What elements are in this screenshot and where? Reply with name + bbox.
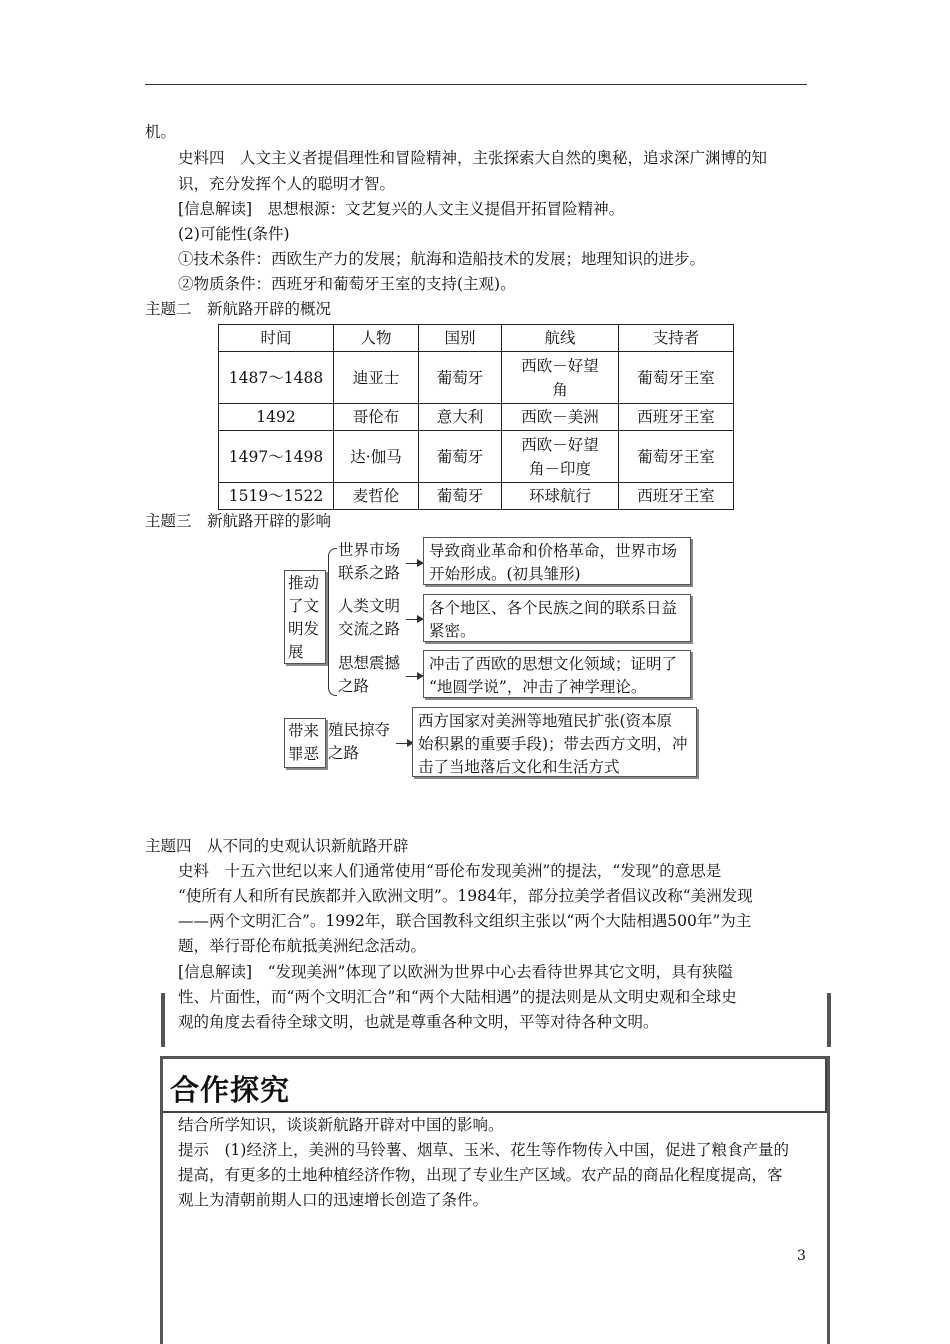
arrow-icon	[406, 676, 422, 677]
source5-line1: 史料 十五六世纪以来人们通常使用“哥伦布发现美洲”的提法，“发现”的意思是	[178, 862, 722, 880]
branch-label-thought	[338, 652, 400, 698]
branch-desc-line1: 导致商业革命和价格革命，世界市场	[429, 542, 678, 560]
coop-hint-line1: 提示 (1)经济上，美洲的马铃薯、烟草、玉米、花生等作物传入中国，促进了粮食产量的	[178, 1141, 789, 1159]
root2-line1: 带来	[288, 722, 320, 740]
cell-person: 迪亚士	[334, 352, 419, 404]
brace-connector	[328, 548, 337, 696]
cell-route: 环球航行	[502, 483, 619, 510]
branch-box-colonial	[412, 707, 697, 777]
branch-desc-line2: “地圆学说”，冲击了神学理论。	[429, 678, 647, 696]
cell-country: 意大利	[419, 404, 502, 431]
cell-time: 1519～1522	[219, 483, 334, 510]
header-person: 人物	[334, 325, 419, 352]
interpretation-2-line3: 观的角度去看待全球文明，也就是尊重各种文明，平等对待各种文明。	[178, 1013, 659, 1031]
header-rule	[145, 84, 807, 85]
continuation-text: 机。	[145, 123, 177, 141]
possibility-item-2: ②物质条件：西班牙和葡萄牙王室的支持(主观)。	[178, 275, 516, 293]
branch-desc-line3: 击了当地落后文化和生活方式	[418, 758, 620, 776]
route-line1: 西欧－好望	[521, 356, 599, 375]
branch-desc-line2: 始积累的重要手段)；带去西方文明，冲	[418, 735, 688, 753]
coop-frame-right	[827, 1056, 830, 1344]
cell-person: 麦哲伦	[334, 483, 419, 510]
header-sponsor: 支持者	[619, 325, 734, 352]
cell-sponsor: 葡萄牙王室	[619, 431, 734, 483]
root1-line4: 展	[288, 643, 304, 661]
branch-desc-line1: 冲击了西欧的思想文化领域；证明了	[429, 655, 678, 673]
coop-hint-line3: 观上为清朝前期人口的迅速增长创造了条件。	[178, 1191, 489, 1209]
cell-country: 葡萄牙	[419, 431, 502, 483]
root2-line2: 罪恶	[288, 745, 320, 763]
table-row	[219, 352, 734, 404]
margin-bar-right	[827, 993, 831, 1047]
root1-line2: 了文	[288, 597, 320, 615]
branch-label-line1: 世界市场	[338, 541, 401, 559]
table-header-row	[219, 325, 734, 352]
route-line1: 西欧－好望	[521, 435, 599, 454]
cell-time: 1497～1498	[219, 431, 334, 483]
table-row	[219, 483, 734, 510]
branch-label-line2: 之路	[338, 677, 370, 695]
cell-sponsor: 西班牙王室	[619, 483, 734, 510]
branch-box-market	[423, 537, 691, 585]
cell-person: 达·伽马	[334, 431, 419, 483]
interpretation-1: [信息解读] 思想根源：文艺复兴的人文主义提倡开拓冒险精神。	[178, 200, 625, 218]
root-box-evil	[284, 718, 326, 768]
interpretation-2-line2: 性、片面性，而“两个文明汇合”和“两个大陆相遇”的提法则是从文明史观和全球史	[178, 988, 737, 1006]
coop-title: 合作探究	[170, 1073, 291, 1107]
route-line2: 角－印度	[528, 459, 591, 478]
header-route: 航线	[502, 325, 619, 352]
table-row	[219, 431, 734, 483]
routes-table	[218, 324, 734, 510]
cell-route: 西欧－美洲	[502, 404, 619, 431]
cell-route	[502, 352, 619, 404]
branch-box-exchange	[423, 594, 691, 642]
arrow-icon	[406, 563, 422, 564]
branch-label-exchange	[338, 595, 400, 641]
root-box-civilization	[284, 570, 326, 664]
coop-question: 结合所学知识，谈谈新航路开辟对中国的影响。	[178, 1116, 504, 1134]
possibility-heading: (2)可能性(条件)	[178, 225, 290, 243]
branch-label-market	[338, 539, 400, 585]
branch-desc-line2: 紧密。	[429, 622, 476, 640]
source4-line1: 史料四 人文主义者提倡理性和冒险精神，主张探索大自然的奥秘，追求深广渊博的知	[178, 149, 768, 167]
cell-sponsor: 葡萄牙王室	[619, 352, 734, 404]
cell-route	[502, 431, 619, 483]
theme4-heading: 主题四 从不同的史观认识新航路开辟	[145, 837, 409, 855]
branch-label-line1: 人类文明	[338, 597, 401, 615]
margin-bar-left	[161, 993, 165, 1047]
branch-label-line2: 联系之路	[338, 564, 401, 582]
arrow-icon	[396, 743, 412, 744]
cell-country: 葡萄牙	[419, 352, 502, 404]
root1-line3: 明发	[288, 620, 320, 638]
cell-time: 1487～1488	[219, 352, 334, 404]
cell-country: 葡萄牙	[419, 483, 502, 510]
branch-label-line1: 思想震撼	[338, 654, 401, 672]
page-number: 3	[797, 1248, 806, 1264]
branch-label-colonial	[328, 719, 390, 765]
branch-label-line2: 之路	[328, 744, 360, 762]
source5-line2: “使所有人和所有民族都并入欧洲文明”。1984年，部分拉美学者倡议改称“美洲发现	[178, 887, 753, 905]
root1-line1: 推动	[288, 574, 320, 592]
arrow-icon	[406, 619, 422, 620]
branch-label-line2: 交流之路	[338, 620, 401, 638]
interpretation-2-line1: [信息解读] “发现美洲”体现了以欧洲为世界中心去看待世界其它文明，具有狭隘	[178, 963, 733, 981]
cell-sponsor: 西班牙王室	[619, 404, 734, 431]
header-time: 时间	[219, 325, 334, 352]
route-line2: 角	[552, 380, 568, 399]
header-country: 国别	[419, 325, 502, 352]
cell-person: 哥伦布	[334, 404, 419, 431]
branch-label-line1: 殖民掠夺	[328, 721, 391, 739]
table-row	[219, 404, 734, 431]
branch-desc-line2: 开始形成。(初具雏形)	[429, 565, 581, 583]
theme3-heading: 主题三 新航路开辟的影响	[145, 512, 332, 530]
source5-line3: ——两个文明汇合”。1992年，联合国教科文组织主张以“两个大陆相遇500年”为主	[178, 912, 752, 930]
source5-line4: 题，举行哥伦布航抵美洲纪念活动。	[178, 937, 427, 955]
branch-desc-line1: 各个地区、各个民族之间的联系日益	[429, 599, 678, 617]
source4-line2: 识，充分发挥个人的聪明才智。	[178, 175, 396, 193]
cell-time: 1492	[219, 404, 334, 431]
theme2-heading: 主题二 新航路开辟的概况	[145, 300, 332, 318]
coop-hint-line2: 提高，有更多的土地种植经济作物，出现了专业生产区域。农产品的商品化程度提高，客	[178, 1166, 783, 1184]
possibility-item-1: ①技术条件：西欧生产力的发展；航海和造船技术的发展；地理知识的进步。	[178, 250, 706, 268]
branch-desc-line1: 西方国家对美洲等地殖民扩张(资本原	[418, 712, 673, 730]
branch-box-thought	[423, 650, 691, 698]
